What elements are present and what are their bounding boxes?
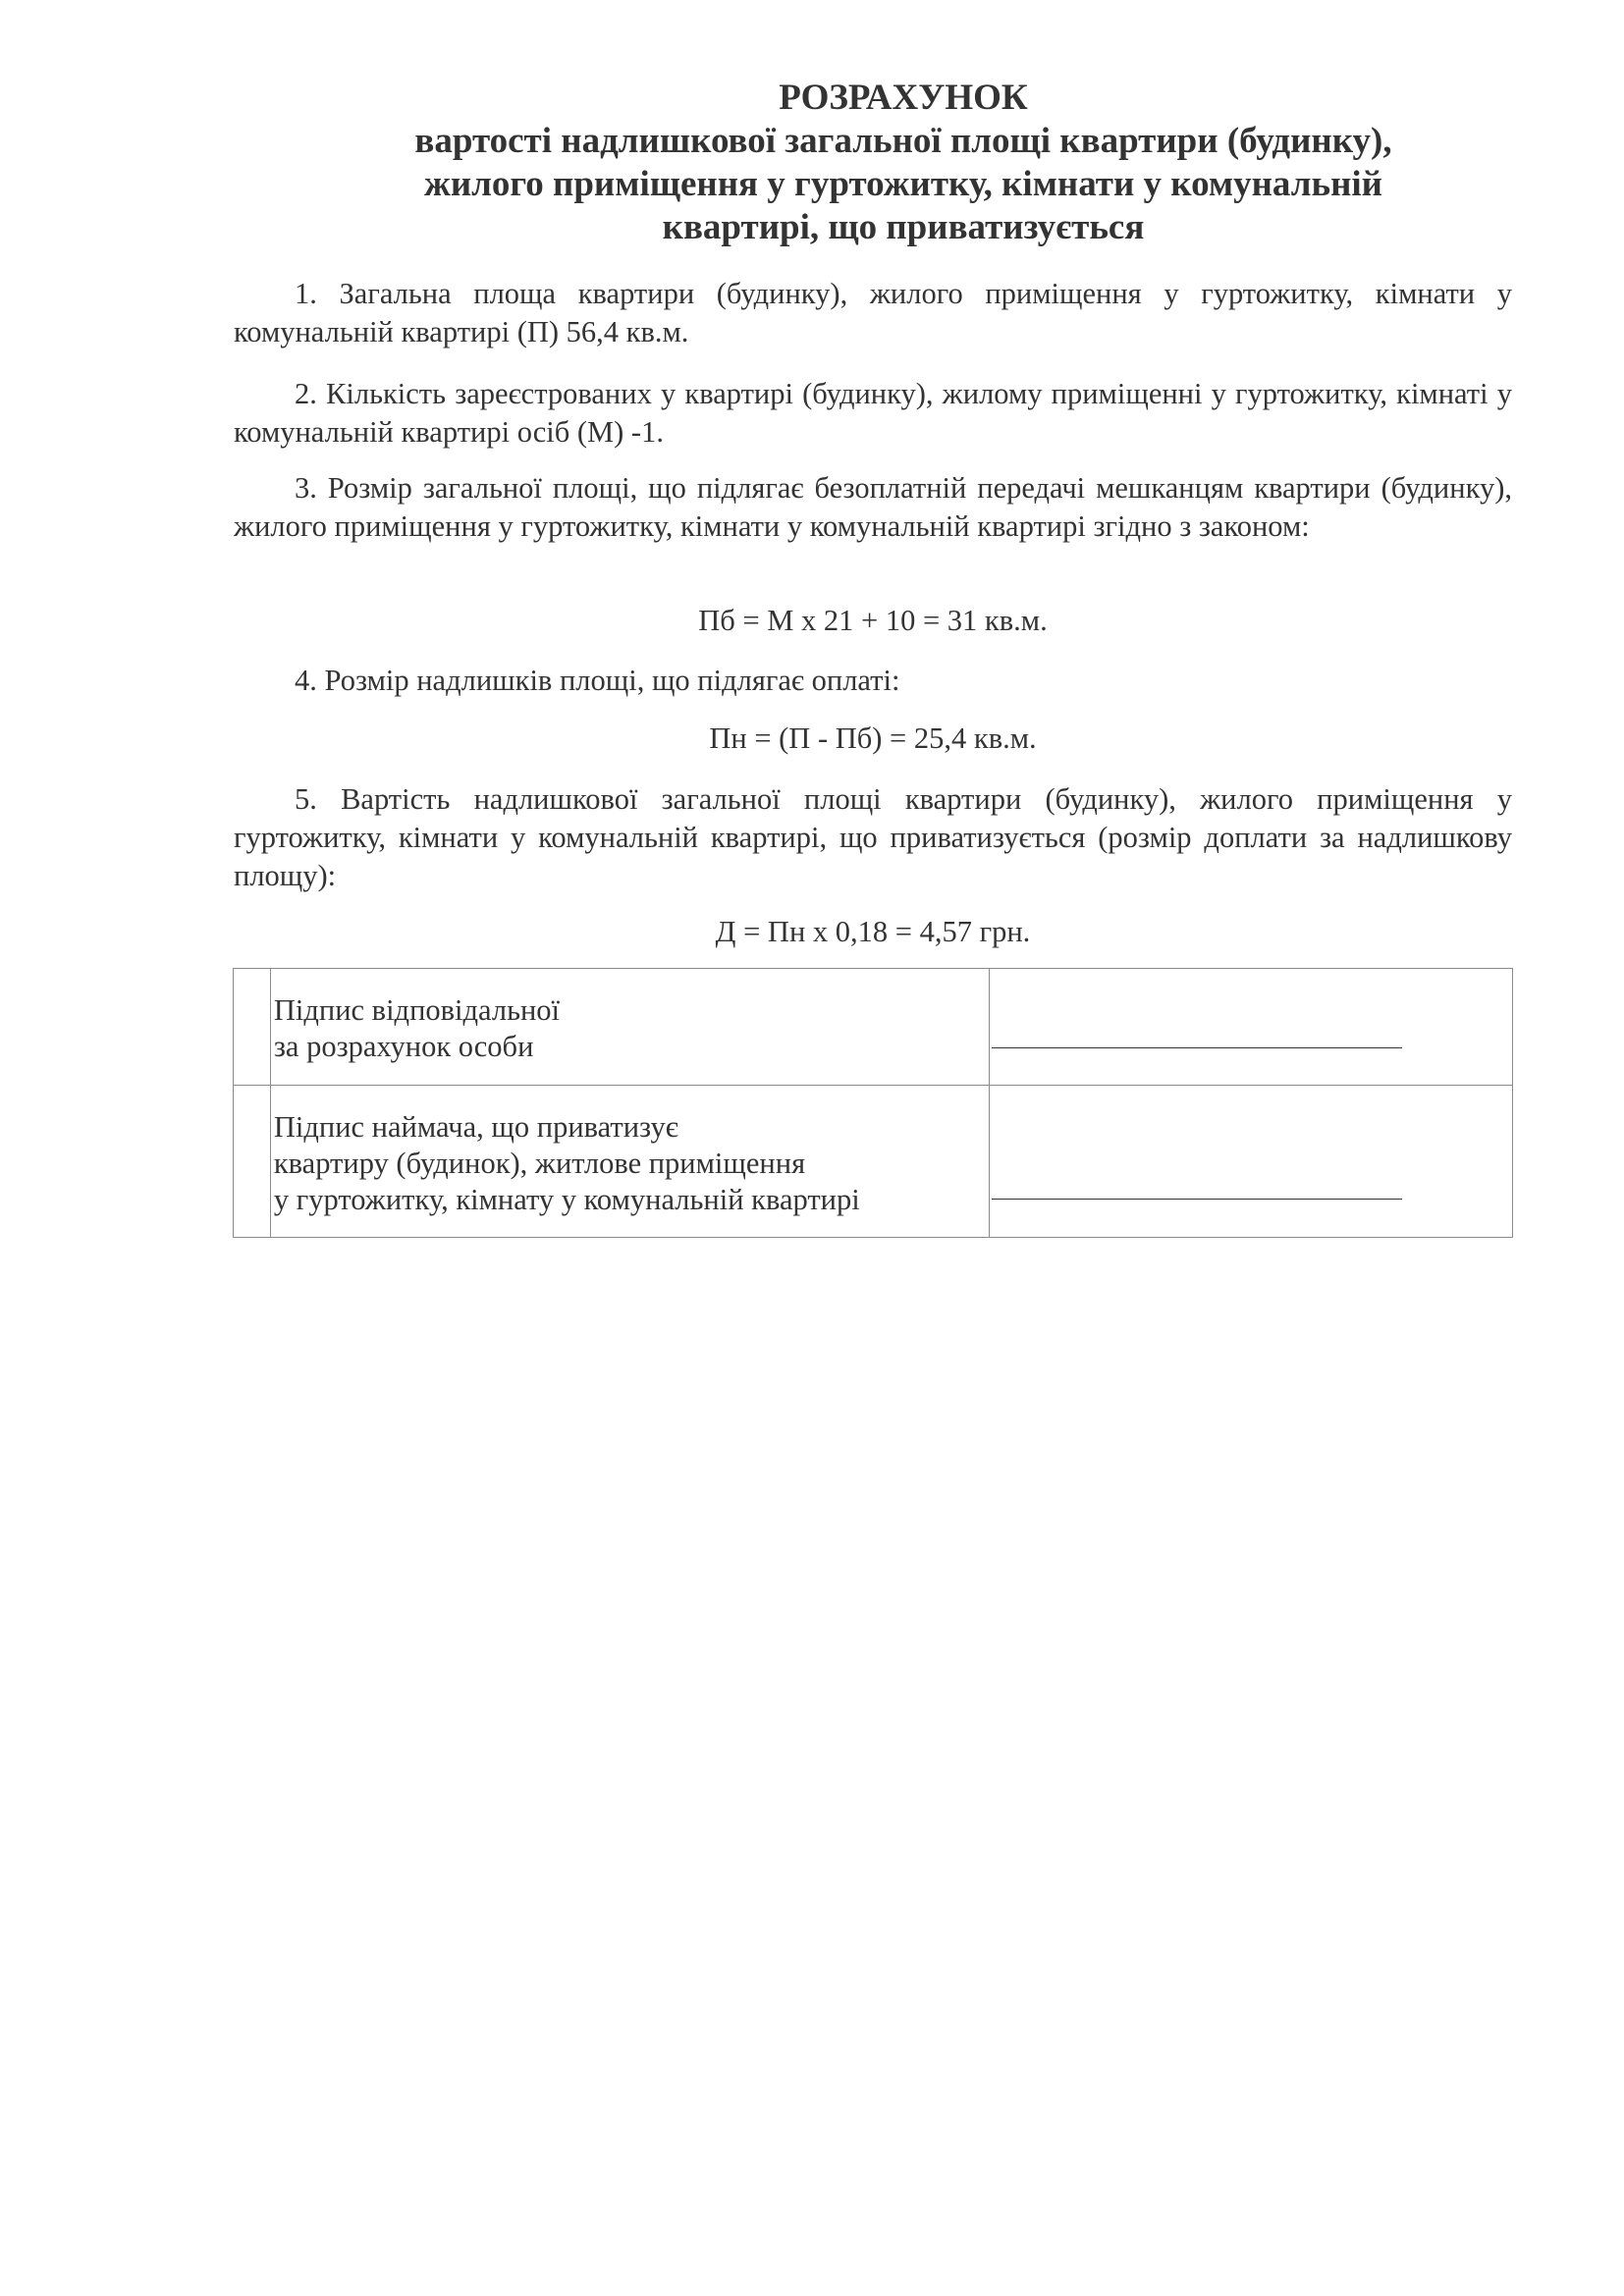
formula-free-area: Пб = М х 21 + 10 = 31 кв.м.: [698, 604, 1048, 637]
signature-label-line: квартиру (будинок), житлове приміщення: [273, 1147, 806, 1180]
paragraph-1: 1. Загальна площа квартири (будинку), жилого приміщення у гуртожитку, кімнати у комунальній квартирі (П) 56,4 кв.м.: [234, 277, 1512, 348]
paragraph-4: 4. Розмір надлишків площі, що підлягає оплаті:: [295, 664, 900, 697]
signature-label-line: за розрахунок особи: [273, 1030, 534, 1063]
signature-field-responsible[interactable]: [989, 969, 1512, 1086]
signature-row-marker: [234, 1086, 271, 1238]
signature-label-line: Підпис наймача, що приватизує: [273, 1110, 678, 1144]
formula-excess-area: Пн = (П - Пб) = 25,4 кв.м.: [709, 721, 1037, 755]
paragraph-3: 3. Розмір загальної площі, що підлягає безоплатній передачі мешканцям квартири (будинку), жилого приміщення у гуртожитку, кімнати у комунальній квартирі згідно з законом:: [234, 471, 1512, 543]
document-subtitle-line-3: квартирі, що приватизується: [662, 207, 1145, 247]
signature-field-tenant[interactable]: [989, 1086, 1512, 1238]
document-title-block: [295, 77, 1512, 249]
signature-line: [992, 1047, 1402, 1048]
signature-label-line: у гуртожитку, кімнату у комунальній квартирі: [273, 1183, 860, 1216]
document-title: РОЗРАХУНОК: [779, 78, 1028, 118]
paragraph-2: 2. Кількість зареєстрованих у квартирі (будинку), жилому приміщенні у гуртожитку, кімнаті у комунальній квартирі осіб (М) -1.: [234, 377, 1512, 449]
signature-label-cell: [270, 1086, 989, 1238]
formula-surcharge: Д = Пн х 0,18 = 4,57 грн.: [715, 915, 1031, 948]
signature-label-line: Підпис відповідальної: [273, 993, 561, 1027]
signature-table: [233, 968, 1513, 1238]
document-subtitle-line-2: жилого приміщення у гуртожитку, кімнати у комунальній: [424, 164, 1382, 204]
document-subtitle-line-1: вартості надлишкової загальної площі квартири (будинку),: [414, 121, 1392, 161]
signature-row-responsible: [234, 969, 1513, 1086]
signature-row-marker: [234, 969, 271, 1086]
paragraph-5: 5. Вартість надлишкової загальної площі квартири (будинку), жилого приміщення у гуртожитку, кімнати у комунальній квартирі, що приватизується (розмір доплати за надлишкову площу):: [234, 782, 1512, 892]
signature-label-cell: [270, 969, 989, 1086]
signature-row-tenant: [234, 1086, 1513, 1238]
signature-line: [992, 1199, 1402, 1200]
